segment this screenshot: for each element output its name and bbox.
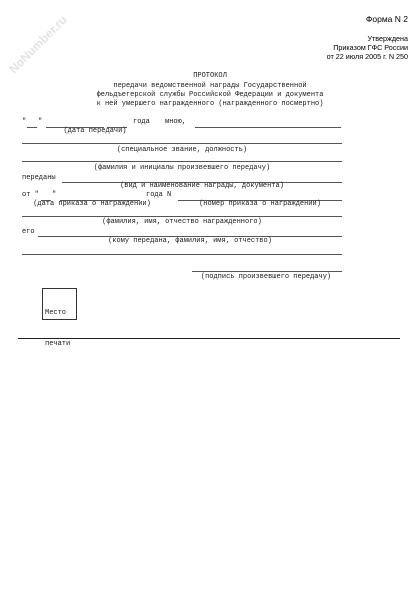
recipient-caption: (кому передана, фамилия, имя, отчество): [108, 237, 272, 245]
document-title: ПРОТОКОЛ: [193, 72, 227, 80]
recipient-continuation-line: [22, 254, 342, 255]
me-label: мною,: [165, 118, 187, 126]
signature-line: [192, 271, 342, 272]
signature-caption: (подпись произвевшего передачу): [200, 273, 332, 281]
document-title-line-3: фельдъегерской службы Российской Федерации и документа: [96, 91, 324, 99]
approval-line-1: Утверждена: [367, 34, 408, 43]
approval-line-2: Приказом ГФС России: [333, 43, 408, 52]
transferred-label: переданы: [22, 174, 56, 182]
date-caption: (дата передачи): [63, 127, 127, 135]
rank-caption: (специальное звание, должность): [116, 146, 248, 154]
form-number: Форма N 2: [365, 14, 408, 24]
from-label: от ": [22, 191, 39, 199]
his-label: его: [22, 228, 35, 236]
me-field-line: [195, 127, 341, 128]
document-title-line-4: к ней умершего награжденного (награжденного посмертно): [96, 100, 324, 108]
approval-line-3: от 22 июля 2005 г. N 250: [326, 52, 408, 61]
document-bottom-rule: [18, 338, 400, 339]
order-date-caption: (дата приказа о награждении): [33, 200, 151, 208]
stamp-label-line-2: печати: [45, 340, 71, 348]
from-quote-close: ": [52, 191, 57, 199]
awardee-field-line: [22, 216, 342, 217]
stamp-label-line-1: Место: [45, 309, 67, 317]
year-n-label: года N: [146, 191, 172, 199]
order-number-caption: (номер приказа о награждении): [199, 200, 321, 208]
awardee-caption: (фамилия, имя, отчество награжденного): [102, 218, 262, 226]
approval-block: [327, 34, 408, 61]
watermark-text: NoNumber.ru: [6, 12, 70, 77]
day-field-line: [27, 127, 37, 128]
transferer-caption: (фамилия и инициалы произвевшего передачу): [93, 164, 271, 172]
document-title-line-2: передачи ведомственной награды Государственной: [113, 82, 307, 90]
stamp-place-box: [42, 288, 77, 348]
rank-field-line: [22, 143, 342, 144]
date-quote-close: ": [38, 118, 43, 126]
year-label: года: [133, 118, 150, 126]
award-caption: (вид и наименование награды, документа): [120, 182, 284, 190]
transferer-field-line: [22, 161, 342, 162]
date-quote-open: ": [22, 118, 27, 126]
